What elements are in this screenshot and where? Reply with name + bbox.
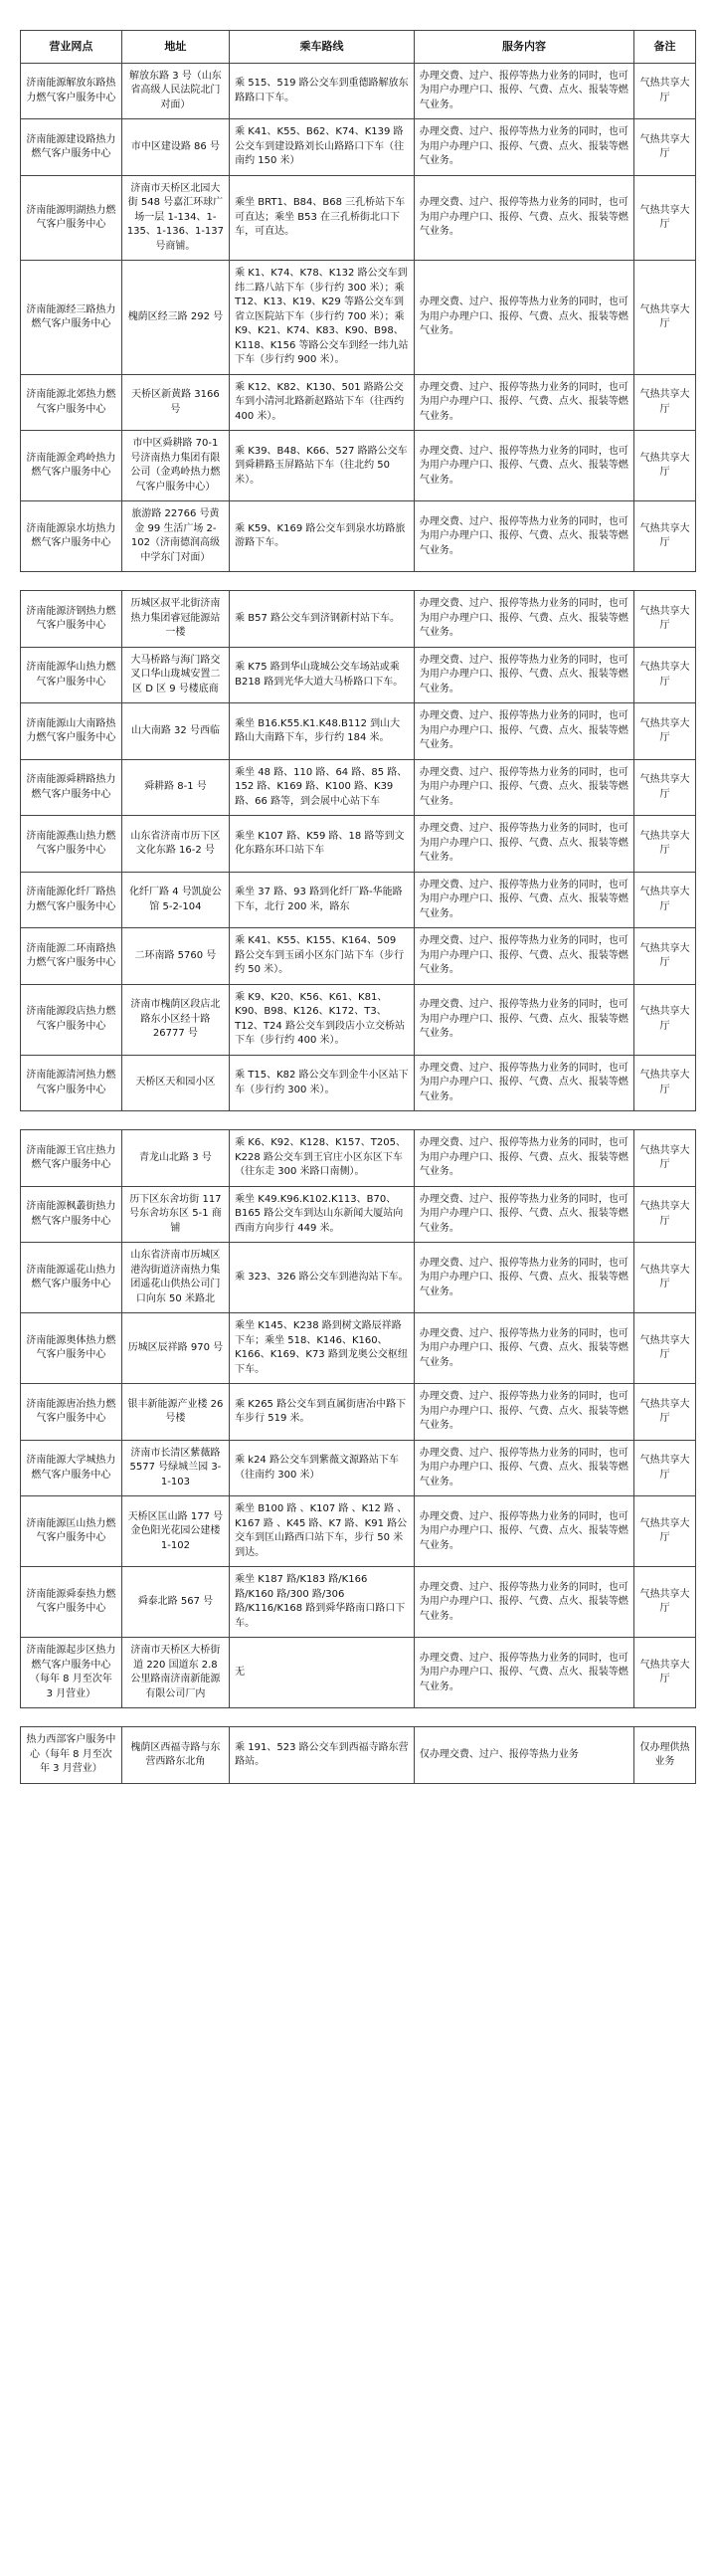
address-cell: 山东省济南市历下区文化东路 16-2 号 (121, 816, 229, 873)
remark-cell: 气热共享大厅 (634, 1313, 696, 1384)
table-row (21, 1638, 696, 1708)
bus-route-cell: 乘坐 K187 路/K183 路/K166 路/K160 路/300 路/306 路/K116/K168 路到舜华路南口路口下车。 (230, 1567, 415, 1638)
table-row (21, 703, 696, 760)
outlet-name-cell: 济南能源建设路热力燃气客户服务中心 (21, 119, 122, 176)
address-cell: 青龙山北路 3 号 (121, 1130, 229, 1187)
service-content-cell: 办理交费、过户、报停等热力业务的同时，也可为用户办理户口、报停、气费、点火、报装等燃气业务。 (414, 374, 633, 431)
outlet-name-cell: 济南能源舜耕路热力燃气客户服务中心 (21, 759, 122, 816)
table-row (21, 374, 696, 431)
address-cell: 济南市天桥区大桥街道 220 国道东 2.8 公里路南济南新能源有限公司厂内 (121, 1638, 229, 1708)
address-cell: 历城区辰祥路 970 号 (121, 1313, 229, 1384)
table-row (21, 647, 696, 703)
service-content-cell: 办理交费、过户、报停等热力业务的同时，也可为用户办理户口、报停、气费、点火、报装等燃气业务。 (414, 984, 633, 1055)
outlet-name-cell: 济南能源大学城热力燃气客户服务中心 (21, 1440, 122, 1496)
service-content-cell: 办理交费、过户、报停等热力业务的同时，也可为用户办理户口、报停、气费、点火、报装等燃气业务。 (414, 1496, 633, 1567)
address-cell: 解放东路 3 号（山东省高级人民法院北门对面） (121, 63, 229, 119)
address-cell: 市中区舜耕路 70-1 号济南热力集团有限公司（金鸡岭热力燃气客户服务中心） (121, 431, 229, 501)
remark-cell: 气热共享大厅 (634, 703, 696, 760)
remark-cell: 气热共享大厅 (634, 1638, 696, 1708)
table-row (21, 261, 696, 375)
service-content-cell: 办理交费、过户、报停等热力业务的同时，也可为用户办理户口、报停、气费、点火、报装等燃气业务。 (414, 591, 633, 648)
address-cell: 舜泰北路 567 号 (121, 1567, 229, 1638)
remark-cell: 气热共享大厅 (634, 1496, 696, 1567)
service-content-cell: 办理交费、过户、报停等热力业务的同时，也可为用户办理户口、报停、气费、点火、报装等燃气业务。 (414, 501, 633, 572)
service-content-cell: 办理交费、过户、报停等热力业务的同时，也可为用户办理户口、报停、气费、点火、报装等燃气业务。 (414, 872, 633, 928)
table-row (21, 1727, 696, 1784)
remark-cell: 气热共享大厅 (634, 1186, 696, 1243)
table-row (21, 501, 696, 572)
outlet-name-cell: 济南能源奥体热力燃气客户服务中心 (21, 1313, 122, 1384)
bus-route-cell: 乘 K6、K92、K128、K157、T205、K228 路公交车到王官庄小区东区下车（往东走 300 米路口南侧）。 (230, 1130, 415, 1187)
service-outlet-table (20, 590, 696, 1111)
address-cell: 银丰新能源产业楼 26 号楼 (121, 1384, 229, 1441)
table-row (21, 1055, 696, 1111)
table-row (21, 759, 696, 816)
table-row (21, 431, 696, 501)
outlet-name-cell: 济南能源舜泰热力燃气客户服务中心 (21, 1567, 122, 1638)
bus-route-cell: 乘 K75 路到华山珑城公交车场站或乘 B218 路到光华大道大马桥路口下车。 (230, 647, 415, 703)
address-cell: 历下区东舍坊街 117 号东舍坊东区 5-1 商铺 (121, 1186, 229, 1243)
bus-route-cell: 乘 k24 路公交车到紫薇文源路站下车（往南约 300 米） (230, 1440, 415, 1496)
bus-route-cell: 乘 K12、K82、K130、501 路路公交车到小清河北路新赵路站下车（往西约 400 米）。 (230, 374, 415, 431)
service-content-cell: 办理交费、过户、报停等热力业务的同时，也可为用户办理户口、报停、气费、点火、报装等燃气业务。 (414, 816, 633, 873)
address-cell: 历城区叔平北街济南热力集团睿冠能源站一楼 (121, 591, 229, 648)
section-gap (20, 572, 696, 590)
outlet-name-cell: 济南能源起步区热力燃气客户服务中心（每年 8 月至次年 3 月营业） (21, 1638, 122, 1708)
remark-cell: 气热共享大厅 (634, 591, 696, 648)
remark-cell: 气热共享大厅 (634, 647, 696, 703)
remark-cell: 气热共享大厅 (634, 501, 696, 572)
table-row (21, 1384, 696, 1441)
remark-cell: 气热共享大厅 (634, 119, 696, 176)
table-row (21, 1243, 696, 1313)
outlet-name-cell: 济南能源山大南路热力燃气客户服务中心 (21, 703, 122, 760)
bus-route-cell: 乘 515、519 路公交车到重德路解放东路路口下车。 (230, 63, 415, 119)
remark-cell: 气热共享大厅 (634, 1440, 696, 1496)
remark-cell: 气热共享大厅 (634, 759, 696, 816)
bus-route-cell: 乘 K1、K74、K78、K132 路公交车到纬二路八站下车（步行约 300 米）；乘 T12、K13、K19、K29 等路公交车到省立医院站下车（步行约 700 米）；乘 K9、K21、K74、K83、K90、B98、K118、K156 等路公交车到经一纬九站下车（步行约 900 米）。 (230, 261, 415, 375)
bus-route-cell: 乘坐 B16.K55.K1.K48.B112 到山大路山大南路下车，步行约 184 米。 (230, 703, 415, 760)
bus-route-cell: 无 (230, 1638, 415, 1708)
service-content-cell: 办理交费、过户、报停等热力业务的同时，也可为用户办理户口、报停、气费、点火、报装等燃气业务。 (414, 1313, 633, 1384)
outlet-name-cell: 济南能源燕山热力燃气客户服务中心 (21, 816, 122, 873)
remark-cell: 气热共享大厅 (634, 872, 696, 928)
address-cell: 舜耕路 8-1 号 (121, 759, 229, 816)
service-outlet-table (20, 1726, 696, 1784)
bus-route-cell: 乘 K39、B48、K66、527 路路公交车到舜耕路玉屏路站下车（往北约 50 米）。 (230, 431, 415, 501)
outlet-name-cell: 济南能源济钢热力燃气客户服务中心 (21, 591, 122, 648)
table-row (21, 175, 696, 261)
remark-cell: 气热共享大厅 (634, 1384, 696, 1441)
column-header-service-content: 服务内容 (414, 31, 633, 64)
remark-cell: 气热共享大厅 (634, 374, 696, 431)
bus-route-cell: 乘 T15、K82 路公交车到金牛小区站下车（步行约 300 米）。 (230, 1055, 415, 1111)
address-cell: 济南市槐荫区段店北路东小区经十路 26777 号 (121, 984, 229, 1055)
service-content-cell: 办理交费、过户、报停等热力业务的同时，也可为用户办理户口、报停、气费、点火、报装等燃气业务。 (414, 1638, 633, 1708)
outlet-name-cell: 济南能源遥花山热力燃气客户服务中心 (21, 1243, 122, 1313)
column-header-address: 地址 (121, 31, 229, 64)
remark-cell: 仅办理供热业务 (634, 1727, 696, 1784)
table-header-row (21, 31, 696, 64)
table-row (21, 63, 696, 119)
bus-route-cell: 乘 191、523 路公交车到西福寺路东营路站。 (230, 1727, 415, 1784)
remark-cell: 气热共享大厅 (634, 175, 696, 261)
outlet-name-cell: 济南能源段店热力燃气客户服务中心 (21, 984, 122, 1055)
service-outlet-table (20, 30, 696, 572)
outlet-name-cell: 济南能源二环南路热力燃气客户服务中心 (21, 928, 122, 985)
service-content-cell: 办理交费、过户、报停等热力业务的同时，也可为用户办理户口、报停、气费、点火、报装等燃气业务。 (414, 119, 633, 176)
bus-route-cell: 乘 K41、K55、B62、K74、K139 路公交车到建设路刘长山路路口下车（往南约 150 米） (230, 119, 415, 176)
remark-cell: 气热共享大厅 (634, 1243, 696, 1313)
section-gap (20, 1708, 696, 1726)
bus-route-cell: 乘 K9、K20、K56、K61、K81、K90、B98、K126、K172、T3、T12、T24 路公交车到段店小立交桥站下车（步行约 400 米）。 (230, 984, 415, 1055)
service-outlet-table (20, 1129, 696, 1708)
service-content-cell: 办理交费、过户、报停等热力业务的同时，也可为用户办理户口、报停、气费、点火、报装等燃气业务。 (414, 1567, 633, 1638)
outlet-name-cell: 热力西部客户服务中心（每年 8 月至次年 3 月营业） (21, 1727, 122, 1784)
table-row (21, 872, 696, 928)
outlet-name-cell: 济南能源枫叢街热力燃气客户服务中心 (21, 1186, 122, 1243)
service-content-cell: 办理交费、过户、报停等热力业务的同时，也可为用户办理户口、报停、气费、点火、报装等燃气业务。 (414, 1243, 633, 1313)
address-cell: 大马桥路与海门路交叉口华山珑城安置二区 D 区 9 号楼底商 (121, 647, 229, 703)
section-gap (20, 1111, 696, 1129)
bus-route-cell: 乘坐 K107 路、K59 路、18 路等到文化东路东环口站下车 (230, 816, 415, 873)
service-content-cell: 办理交费、过户、报停等热力业务的同时，也可为用户办理户口、报停、气费、点火、报装等燃气业务。 (414, 703, 633, 760)
service-content-cell: 办理交费、过户、报停等热力业务的同时，也可为用户办理户口、报停、气费、点火、报装等燃气业务。 (414, 647, 633, 703)
service-content-cell: 办理交费、过户、报停等热力业务的同时，也可为用户办理户口、报停、气费、点火、报装等燃气业务。 (414, 261, 633, 375)
remark-cell: 气热共享大厅 (634, 928, 696, 985)
service-content-cell: 仅办理交费、过户、报停等热力业务 (414, 1727, 633, 1784)
remark-cell: 气热共享大厅 (634, 63, 696, 119)
outlet-name-cell: 济南能源王官庄热力燃气客户服务中心 (21, 1130, 122, 1187)
table-row (21, 816, 696, 873)
table-row (21, 1496, 696, 1567)
address-cell: 槐荫区经三路 292 号 (121, 261, 229, 375)
address-cell: 二环南路 5760 号 (121, 928, 229, 985)
outlet-name-cell: 济南能源匡山热力燃气客户服务中心 (21, 1496, 122, 1567)
remark-cell: 气热共享大厅 (634, 984, 696, 1055)
outlet-name-cell: 济南能源明湖热力燃气客户服务中心 (21, 175, 122, 261)
column-header-outlet-name: 营业网点 (21, 31, 122, 64)
bus-route-cell: 乘 K41、K55、K155、K164、509 路公交车到玉函小区东门站下车（步行约 50 米）。 (230, 928, 415, 985)
address-cell: 旅游路 22766 号黄金 99 生活广场 2-102（济南德润高级中学东门对面） (121, 501, 229, 572)
bus-route-cell: 乘坐 BRT1、B84、B68 三孔桥站下车可直达；乘坐 B53 在三孔桥街北口下车，可直达。 (230, 175, 415, 261)
table-row (21, 119, 696, 176)
bus-route-cell: 乘坐 B100 路 、K107 路 、K12 路 、K167 路 、K45 路、K7 路、K91 路公交车到匡山路西口站下车，步行 50 米到达。 (230, 1496, 415, 1567)
service-content-cell: 办理交费、过户、报停等热力业务的同时，也可为用户办理户口、报停、气费、点火、报装等燃气业务。 (414, 1055, 633, 1111)
table-row (21, 1130, 696, 1187)
outlet-name-cell: 济南能源金鸡岭热力燃气客户服务中心 (21, 431, 122, 501)
outlet-name-cell: 济南能源化纤厂路热力燃气客户服务中心 (21, 872, 122, 928)
outlet-name-cell: 济南能源泉水坊热力燃气客户服务中心 (21, 501, 122, 572)
service-content-cell: 办理交费、过户、报停等热力业务的同时，也可为用户办理户口、报停、气费、点火、报装等燃气业务。 (414, 63, 633, 119)
address-cell: 山大南路 32 号西临 (121, 703, 229, 760)
service-content-cell: 办理交费、过户、报停等热力业务的同时，也可为用户办理户口、报停、气费、点火、报装等燃气业务。 (414, 1130, 633, 1187)
address-cell: 济南市长清区紫薇路 5577 号绿城兰园 3-1-103 (121, 1440, 229, 1496)
bus-route-cell: 乘坐 K145、K238 路到树文路辰祥路下车；乘坐 518、K146、K160、K166、K169、K73 路到龙奥公交枢纽下车。 (230, 1313, 415, 1384)
service-outlet-document (20, 0, 696, 1784)
service-content-cell: 办理交费、过户、报停等热力业务的同时，也可为用户办理户口、报停、气费、点火、报装等燃气业务。 (414, 175, 633, 261)
bus-route-cell: 乘 B57 路公交车到济钢新村站下车。 (230, 591, 415, 648)
address-cell: 化纤厂路 4 号凯旋公馆 5-2-104 (121, 872, 229, 928)
remark-cell: 气热共享大厅 (634, 261, 696, 375)
remark-cell: 气热共享大厅 (634, 1055, 696, 1111)
remark-cell: 气热共享大厅 (634, 1567, 696, 1638)
service-content-cell: 办理交费、过户、报停等热力业务的同时，也可为用户办理户口、报停、气费、点火、报装等燃气业务。 (414, 759, 633, 816)
remark-cell: 气热共享大厅 (634, 1130, 696, 1187)
remark-cell: 气热共享大厅 (634, 816, 696, 873)
bus-route-cell: 乘坐 37 路、93 路到化纤厂路-华能路下车，北行 200 米，路东 (230, 872, 415, 928)
bus-route-cell: 乘 323、326 路公交车到港沟站下车。 (230, 1243, 415, 1313)
table-row (21, 1313, 696, 1384)
bus-route-cell: 乘 K265 路公交车到直属街唐冶中路下车步行 519 米。 (230, 1384, 415, 1441)
table-row (21, 1440, 696, 1496)
address-cell: 山东省济南市历城区港沟街道济南热力集团遥花山供热公司门口向东 50 米路北 (121, 1243, 229, 1313)
address-cell: 天桥区天和园小区 (121, 1055, 229, 1111)
address-cell: 天桥区匡山路 177 号金色阳光花园公建楼 1-102 (121, 1496, 229, 1567)
service-content-cell: 办理交费、过户、报停等热力业务的同时，也可为用户办理户口、报停、气费、点火、报装等燃气业务。 (414, 1186, 633, 1243)
service-content-cell: 办理交费、过户、报停等热力业务的同时，也可为用户办理户口、报停、气费、点火、报装等燃气业务。 (414, 431, 633, 501)
service-content-cell: 办理交费、过户、报停等热力业务的同时，也可为用户办理户口、报停、气费、点火、报装等燃气业务。 (414, 1384, 633, 1441)
outlet-name-cell: 济南能源经三路热力燃气客户服务中心 (21, 261, 122, 375)
outlet-name-cell: 济南能源华山热力燃气客户服务中心 (21, 647, 122, 703)
bus-route-cell: 乘坐 K49.K96.K102.K113、B70、B165 路公交车到达山东新闻大厦站向西南方向步行 449 米。 (230, 1186, 415, 1243)
service-content-cell: 办理交费、过户、报停等热力业务的同时，也可为用户办理户口、报停、气费、点火、报装等燃气业务。 (414, 1440, 633, 1496)
table-row (21, 591, 696, 648)
column-header-bus-route: 乘车路线 (230, 31, 415, 64)
remark-cell: 气热共享大厅 (634, 431, 696, 501)
outlet-name-cell: 济南能源解放东路热力燃气客户服务中心 (21, 63, 122, 119)
table-row (21, 928, 696, 985)
address-cell: 天桥区新黄路 3166 号 (121, 374, 229, 431)
address-cell: 槐荫区西福寺路与东营西路东北角 (121, 1727, 229, 1784)
table-row (21, 984, 696, 1055)
outlet-name-cell: 济南能源北郊热力燃气客户服务中心 (21, 374, 122, 431)
column-header-remark: 备注 (634, 31, 696, 64)
table-row (21, 1186, 696, 1243)
outlet-name-cell: 济南能源唐冶热力燃气客户服务中心 (21, 1384, 122, 1441)
address-cell: 济南市天桥区北园大街 548 号嘉汇环球广场一层 1-134、1-135、1-136、1-137 号商铺。 (121, 175, 229, 261)
outlet-name-cell: 济南能源清河热力燃气客户服务中心 (21, 1055, 122, 1111)
address-cell: 市中区建设路 86 号 (121, 119, 229, 176)
table-row (21, 1567, 696, 1638)
service-content-cell: 办理交费、过户、报停等热力业务的同时，也可为用户办理户口、报停、气费、点火、报装等燃气业务。 (414, 928, 633, 985)
bus-route-cell: 乘坐 48 路、110 路、64 路、85 路、152 路、K169 路、K100 路、K39 路、66 路等，到会展中心站下车 (230, 759, 415, 816)
bus-route-cell: 乘 K59、K169 路公交车到泉水坊路旅游路下车。 (230, 501, 415, 572)
